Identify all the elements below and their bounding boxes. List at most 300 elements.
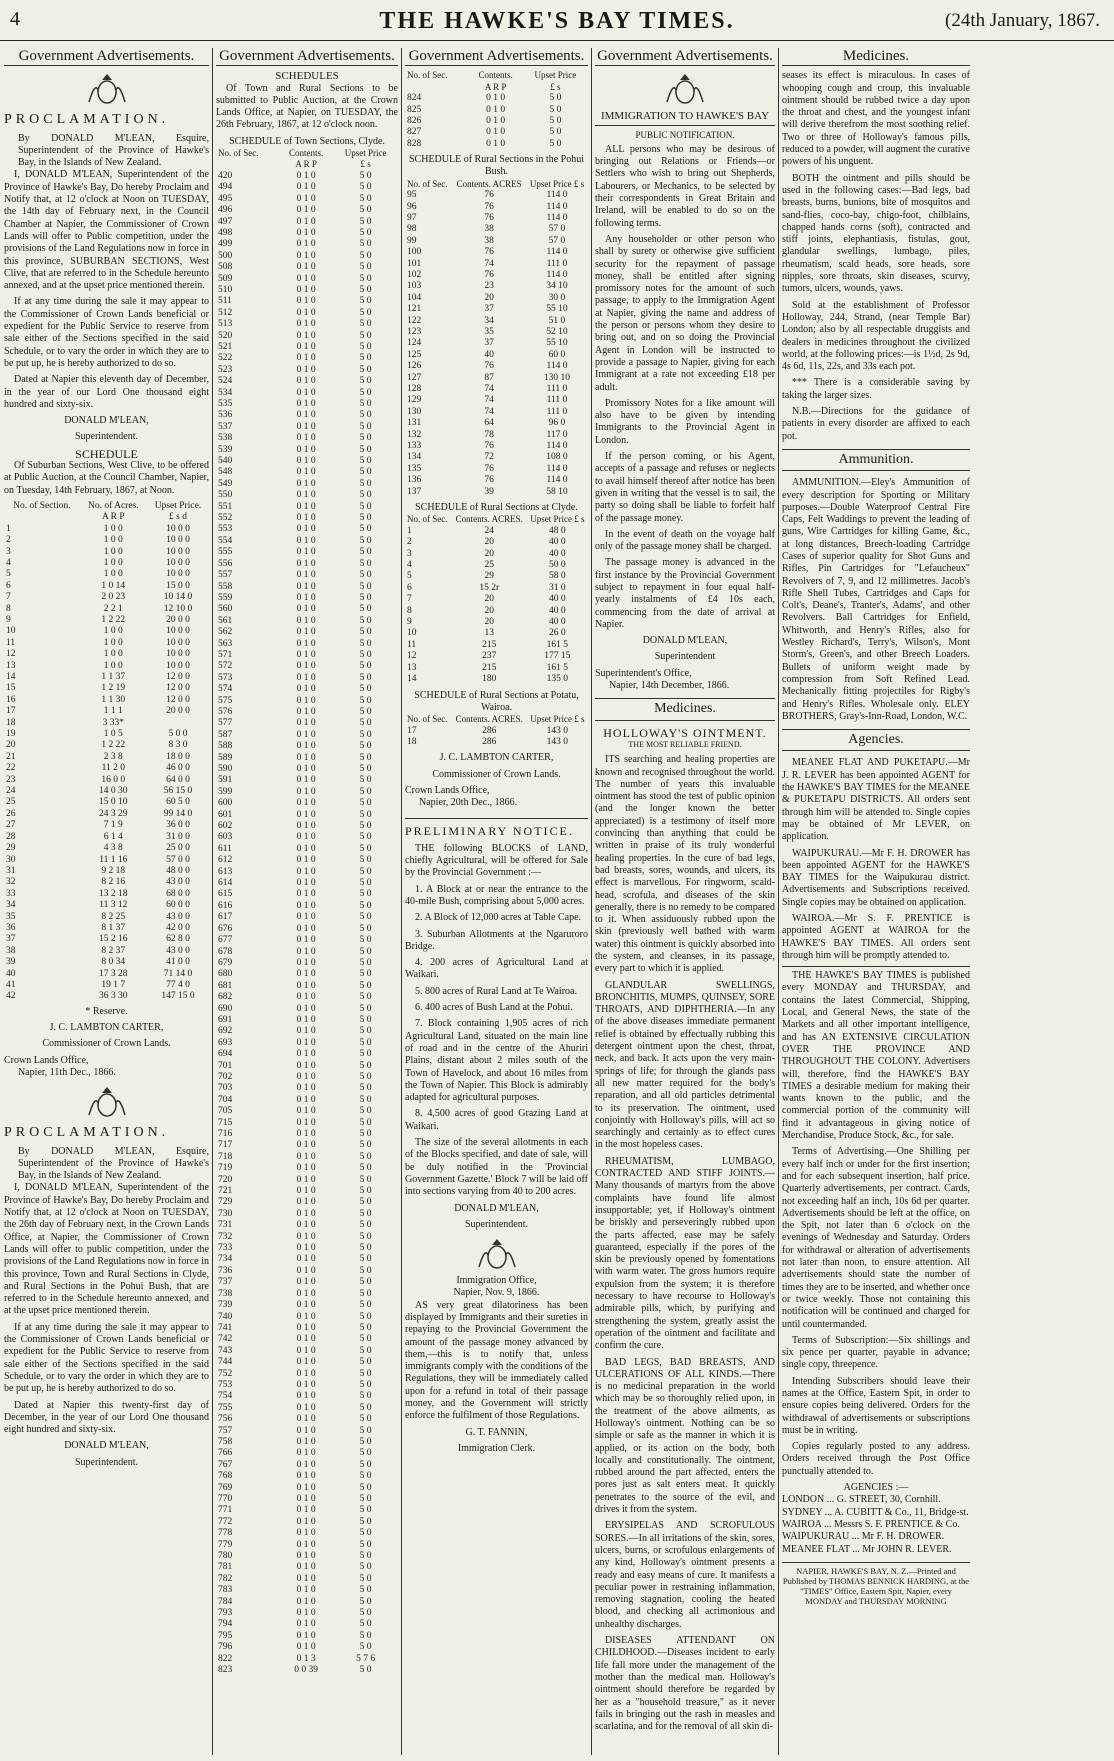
table-cell: 743 xyxy=(218,1345,233,1356)
table-cell: 729 xyxy=(218,1197,233,1208)
table-cell: 0 1 0 xyxy=(296,467,316,478)
table-cell: 540 xyxy=(218,456,233,467)
section-heading: Medicines. xyxy=(595,698,775,720)
table-row xyxy=(216,262,398,273)
table-row xyxy=(216,365,398,376)
intending-subscribers: Intending Subscribers should leave their names at the Office, Eastern Spit, in order to ensure copies being delivered. Orders for the withdrawal of advertisements or subscriptions must be in writing. xyxy=(782,1375,970,1436)
table-cell: 99 xyxy=(407,235,417,246)
section-heading: Ammunition. xyxy=(782,449,970,471)
table-cell: 18 xyxy=(6,717,16,728)
table-cell: 114 0 xyxy=(546,247,568,258)
table-cell: 95 xyxy=(407,190,417,201)
table-row xyxy=(4,763,209,774)
table-cell: 704 xyxy=(218,1094,233,1105)
column-3 xyxy=(405,48,588,1755)
table-row xyxy=(405,487,588,498)
table-row xyxy=(216,285,398,296)
table-cell: 0 1 0 xyxy=(296,250,316,261)
table-cell: 1 2 22 xyxy=(101,740,126,751)
table-row xyxy=(216,1334,398,1345)
table-cell: 5 0 xyxy=(359,558,372,569)
issue-date: (24th January, 1867. xyxy=(945,10,1100,31)
table-cell: 5 0 xyxy=(549,138,562,149)
table-cell: 5 0 xyxy=(359,980,372,991)
table-cell: 20 xyxy=(484,605,495,616)
table-cell: 731 xyxy=(218,1220,233,1231)
table-cell: 5 0 xyxy=(359,296,372,307)
table-row xyxy=(216,1380,398,1391)
office-place: Crown Lands Office, xyxy=(405,784,490,796)
table-cell: 5 0 xyxy=(359,1060,372,1071)
table-row xyxy=(216,1540,398,1551)
table-row xyxy=(216,627,398,638)
table-row xyxy=(405,583,588,594)
table-cell: 23 xyxy=(484,281,494,292)
royal-crest-icon xyxy=(85,72,129,106)
table-row xyxy=(405,270,588,281)
table-cell: 587 xyxy=(218,729,233,740)
table-cell: 34 xyxy=(484,315,494,326)
table-cell: 0 1 0 xyxy=(296,193,316,204)
table-cell: 5 0 xyxy=(359,319,372,330)
town-sections-continued-table xyxy=(405,70,588,150)
table-cell: 5 0 xyxy=(359,752,372,763)
table-cell: 20 0 0 xyxy=(166,614,190,625)
table-row xyxy=(216,1312,398,1323)
table-cell: 58 10 xyxy=(546,486,568,497)
table-cell: 31 0 0 xyxy=(166,831,190,842)
table-row xyxy=(216,547,398,558)
table-cell: 24 3 29 xyxy=(99,808,128,819)
table-cell: 0 1 0 xyxy=(296,1060,316,1071)
table-cell: 1 1 37 xyxy=(101,672,126,682)
table-cell: 521 xyxy=(218,341,233,352)
table-cell: 5 0 xyxy=(359,1186,372,1197)
table-cell: 0 1 0 xyxy=(296,878,316,889)
table-cell: 1 0 0 xyxy=(103,626,123,637)
table-cell: 0 1 0 xyxy=(296,1049,316,1060)
table-cell: 0 1 0 xyxy=(296,513,316,524)
table-cell: 690 xyxy=(218,1003,233,1014)
table-cell: 769 xyxy=(218,1482,233,1493)
table-row xyxy=(216,1175,398,1186)
table-row xyxy=(4,729,209,740)
table-cell: 0 1 0 xyxy=(296,1231,316,1242)
table-cell: 588 xyxy=(218,741,233,752)
table-cell: 5 0 xyxy=(549,115,562,126)
table-cell: 770 xyxy=(218,1494,233,1505)
list-item: 7. Block containing 1,905 acres of rich Agricultural Land, situated on the main line of road and in the centre of the Ahuriri Plains, distant about 2 miles south of the Town of Havelock, and about 16 miles from the Town of Napier. This Block is admirably adapted for agricultural purposes. xyxy=(405,1018,588,1104)
immigration-paragraph: Promissory Notes for a like amount will also have to be given by intending Immigrants to the Provincial Agent in London. xyxy=(595,397,775,446)
table-cell: 5 0 xyxy=(359,592,372,603)
table-cell: 0 1 0 xyxy=(296,182,316,193)
table-row xyxy=(405,259,588,270)
table-cell: 25 xyxy=(6,797,16,808)
table-cell: 590 xyxy=(218,764,233,775)
table-cell: 114 0 xyxy=(546,269,568,280)
table-cell: 5 0 xyxy=(359,467,372,478)
table-cell: 5 0 xyxy=(359,900,372,911)
table-cell: 734 xyxy=(218,1254,233,1265)
header-cell: Contents. ACRES. xyxy=(455,714,523,725)
table-cell: 0 1 0 xyxy=(486,138,506,149)
table-cell: 0 1 0 xyxy=(296,775,316,786)
table-cell: 523 xyxy=(218,364,233,375)
office-place: Immigration Office, xyxy=(456,1275,537,1287)
preliminary-notice-title: PRELIMINARY NOTICE. xyxy=(405,818,588,837)
table-row xyxy=(405,606,588,617)
table-cell: 719 xyxy=(218,1163,233,1174)
table-cell: 0 1 0 xyxy=(296,1573,316,1584)
table-cell: 20 xyxy=(484,292,494,303)
table-cell: 0 1 0 xyxy=(486,115,506,126)
table-cell: 548 xyxy=(218,467,233,478)
table-cell: 5 0 xyxy=(359,1117,372,1128)
table-cell: 0 1 0 xyxy=(296,957,316,968)
table-cell: 0 1 0 xyxy=(296,1459,316,1470)
table-cell: 0 1 0 xyxy=(296,1516,316,1527)
table-cell: 5 0 xyxy=(359,809,372,820)
table-cell: 5 0 xyxy=(359,1471,372,1482)
table-cell: 111 0 xyxy=(546,258,568,269)
table-row xyxy=(216,901,398,912)
table-cell: 1 0 0 xyxy=(103,523,123,534)
table-cell: 74 xyxy=(484,406,494,417)
table-cell: 5 0 xyxy=(359,399,372,410)
table-cell: 17 3 28 xyxy=(99,968,128,979)
table-cell: 102 xyxy=(407,269,422,280)
holloway-paragraph: DISEASES ATTENDANT ON CHILDHOOD.—Diseases incident to early life fall more under the management of the mother than the medical man. Holloway's ointment should therefore be regarded by her as a "household treasure," as it never fails in bringing out the rash in measles and scarlatina, and for the removal of all skin di- xyxy=(595,1635,775,1733)
table-row xyxy=(4,957,209,968)
table-cell: 0 1 0 xyxy=(486,93,506,104)
table-row xyxy=(405,247,588,258)
table-cell: 0 1 0 xyxy=(296,661,316,672)
table-row xyxy=(216,935,398,946)
potatu-table xyxy=(405,714,588,748)
table-cell: 0 1 0 xyxy=(296,524,316,535)
signature: G. T. FANNIN, xyxy=(465,1426,528,1438)
table-cell: 771 xyxy=(218,1505,233,1516)
table-cell: 130 xyxy=(407,406,422,417)
table-cell: 5 0 xyxy=(359,1573,372,1584)
subheader-cell: £ s d xyxy=(168,512,187,523)
table-cell: 5 0 xyxy=(359,1208,372,1219)
table-cell: 128 xyxy=(407,384,422,395)
proclamation-body: I, DONALD M'LEAN, Superintendent of the Province of Hawke's Bay, Do hereby Proclaim and Notify that, at 12 o'clock at Noon on TUESDAY, the 26th day of February next, in the Crown Lands Office, at Napier, the Commissioner of Crown Lands will offer to public competition, under the provisions of the Land Regulations now in force in this province, Town and Rural Sections in Clyde, and Rural Sections in the Pohui Bush, that are referred to in the Schedule hereunto annexed, and at the upset price mentioned therein. xyxy=(4,1182,209,1317)
table-cell: 5 0 xyxy=(359,273,372,284)
table-cell: 738 xyxy=(218,1288,233,1299)
table-row xyxy=(216,1095,398,1106)
table-cell: 779 xyxy=(218,1539,233,1550)
table-cell: 1 0 0 xyxy=(103,649,123,660)
table-cell: 6 xyxy=(407,582,412,593)
table-row xyxy=(216,1004,398,1015)
table-cell: 8 2 37 xyxy=(101,945,126,956)
table-cell: 76 xyxy=(484,269,494,280)
table-cell: 553 xyxy=(218,524,233,535)
proclamation-body: I, DONALD M'LEAN, Superintendent of the Province of Hawke's Bay, Do hereby Proclaim and Notify that, at 12 o'clock at Noon on TUESDAY, the 14th day of February next, in the Council Chamber at Napier, the Commissioner of Crown Lands will offer to Public competition, under the provisions of the Land Regulations now in force in this province, SUBURBAN SECTIONS, West Clive, that are referred to in the Schedule hereunto annexed, and at the upset price mentioned therein. xyxy=(4,169,209,292)
table-cell: 0 1 0 xyxy=(296,889,316,900)
table-cell: 563 xyxy=(218,638,233,649)
table-cell: 679 xyxy=(218,957,233,968)
table-cell: 5 0 xyxy=(359,524,372,535)
office-date: Napier, 14th December, 1866. xyxy=(609,680,730,692)
table-cell: 5 0 xyxy=(359,969,372,980)
table-cell: 742 xyxy=(218,1334,233,1345)
table-cell: 1 0 14 xyxy=(101,580,126,591)
table-cell: 5 0 xyxy=(359,923,372,934)
table-cell: 56 15 0 xyxy=(163,786,193,797)
table-row xyxy=(4,946,209,957)
table-cell: 76 xyxy=(484,441,494,452)
table-cell: 753 xyxy=(218,1379,233,1390)
header-cell: Upset Price. xyxy=(154,500,202,511)
signature-office: Commissioner of Crown Lands. xyxy=(432,768,561,780)
table-row xyxy=(216,969,398,980)
preliminary-intro: THE following BLOCKS of LAND, chiefly Agricultural, will be offered for Sale by the Provincial Government :— xyxy=(405,842,588,879)
table-row xyxy=(216,924,398,935)
table-cell: 15 2r xyxy=(479,582,500,593)
table-row xyxy=(216,1403,398,1414)
table-cell: 55 10 xyxy=(546,304,568,315)
table-row xyxy=(4,718,209,729)
table-cell: 62 8 0 xyxy=(166,934,190,945)
table-cell: 36 3 30 xyxy=(99,991,128,1002)
table-cell: 0 1 0 xyxy=(296,718,316,729)
table-row xyxy=(216,1608,398,1619)
table-cell: 10 0 0 xyxy=(166,535,190,546)
table-cell: 13 xyxy=(407,662,417,673)
table-cell: 616 xyxy=(218,900,233,911)
table-cell: 5 0 xyxy=(359,1596,372,1607)
table-cell: 5 0 xyxy=(359,1003,372,1014)
table-row xyxy=(216,353,398,364)
masthead-rule xyxy=(0,40,1114,41)
table-cell: 117 0 xyxy=(546,429,568,440)
column-1 xyxy=(4,48,209,1755)
table-cell: 524 xyxy=(218,376,233,387)
office-place: Superintendent's Office, xyxy=(595,667,692,679)
table-cell: 613 xyxy=(218,866,233,877)
suburban-schedule-table xyxy=(4,501,209,1003)
preliminary-outro: The size of the several allotments in each of the Blocks specified, and date of sale, will be duly notified in the 'Provincial Government Gazette.' Block 7 will be laid off into sections varying from 40 to 200 acres. xyxy=(405,1137,588,1198)
table-cell: 0 1 0 xyxy=(296,935,316,946)
table-cell: 5 0 xyxy=(359,684,372,695)
subheader-cell: £ s xyxy=(360,159,371,170)
office-place: Crown Lands Office, xyxy=(4,1054,89,1066)
table-cell: 0 1 0 xyxy=(296,809,316,820)
table-cell: 1 0 0 xyxy=(103,569,123,580)
header-cell: No. of Sec. xyxy=(407,714,448,725)
table-cell: 8 xyxy=(6,603,11,614)
table-cell: 752 xyxy=(218,1368,233,1379)
table-cell: 0 1 0 xyxy=(296,1425,316,1436)
table-row xyxy=(216,388,398,399)
immigration-title: IMMIGRATION TO HAWKE'S BAY xyxy=(595,110,775,125)
table-cell: 3 xyxy=(407,548,412,559)
table-cell: 5 0 xyxy=(359,513,372,524)
subheader-cell: £ s xyxy=(550,81,561,92)
table-row xyxy=(4,809,209,820)
header-cell: Contents. ACRES. xyxy=(455,514,523,525)
table-row xyxy=(405,281,588,292)
immigration-paragraph: ALL persons who may be desirous of bringing out Relations or Friends—or Settlers who wish to bring out Shepherds, Labourers, or Mechanics, to be selected by their correspondents in Great Britain and Ireland, will be enabled to do so on the following terms. xyxy=(595,143,775,229)
table-row xyxy=(216,810,398,821)
table-cell: 778 xyxy=(218,1528,233,1539)
table-cell: 678 xyxy=(218,946,233,957)
table-row xyxy=(216,855,398,866)
table-cell: 0 0 39 xyxy=(294,1665,318,1676)
table-cell: 5 0 xyxy=(359,307,372,318)
table-cell: 68 0 0 xyxy=(166,888,190,899)
table-cell: 0 1 0 xyxy=(296,1140,316,1151)
table-cell: 9 xyxy=(407,617,412,628)
table-cell: 5 0 xyxy=(359,1163,372,1174)
table-cell: 74 xyxy=(484,384,494,395)
immigration-subtitle: PUBLIC NOTIFICATION. xyxy=(635,129,735,140)
table-row xyxy=(216,490,398,501)
table-cell: 48 0 xyxy=(549,525,566,536)
table-cell: 12 0 0 xyxy=(166,672,190,682)
table-cell: 0 1 0 xyxy=(296,1322,316,1333)
table-cell: 5 0 xyxy=(359,1665,372,1676)
table-cell: 98 xyxy=(407,224,417,235)
table-cell: 58 0 xyxy=(549,571,566,582)
table-cell: 5 0 xyxy=(359,741,372,752)
table-cell: 0 1 0 xyxy=(296,741,316,752)
table-cell: 0 1 0 xyxy=(296,1265,316,1276)
table-cell: 5 0 xyxy=(359,570,372,581)
header-cell: No. of Sec. xyxy=(218,148,259,159)
table-cell: 5 0 xyxy=(359,444,372,455)
table-cell: 768 xyxy=(218,1471,233,1482)
table-cell: 795 xyxy=(218,1630,233,1641)
table-cell: 8 1 37 xyxy=(101,922,126,933)
schedules-intro: Of Town and Rural Sections to be submitted to Public Auction, at the Crown Lands Office, at Napier, on TUESDAY, the 26th February, 1867, at 12 o'clock noon. xyxy=(216,82,398,131)
table-cell: 2 xyxy=(407,537,412,548)
table-cell: 20 xyxy=(484,548,495,559)
table-cell: 8 0 34 xyxy=(101,957,126,968)
table-cell: 5 0 xyxy=(359,1037,372,1048)
table-cell: 701 xyxy=(218,1060,233,1071)
table-cell: 0 1 0 xyxy=(296,1345,316,1356)
table-cell: 5 0 xyxy=(359,1277,372,1288)
table-cell: 20 xyxy=(484,537,495,548)
table-row xyxy=(216,536,398,547)
table-row xyxy=(405,594,588,605)
table-cell: 744 xyxy=(218,1357,233,1368)
table-cell: 5 0 xyxy=(359,649,372,660)
table-cell: 16 xyxy=(6,694,16,705)
table-row xyxy=(216,1642,398,1653)
table-row xyxy=(216,616,398,627)
table-row xyxy=(216,467,398,478)
table-cell: 0 1 0 xyxy=(296,992,316,1003)
table-cell: 603 xyxy=(218,832,233,843)
table-row xyxy=(216,251,398,262)
table-cell: 591 xyxy=(218,775,233,786)
table-row xyxy=(216,456,398,467)
table-cell: 64 xyxy=(484,418,494,429)
table-cell: 5 0 xyxy=(359,1151,372,1162)
table-cell: 18 0 0 xyxy=(166,751,190,762)
table-cell: 35 xyxy=(6,911,16,922)
table-row xyxy=(216,296,398,307)
table-cell: 0 1 0 xyxy=(296,706,316,717)
table-cell: 681 xyxy=(218,980,233,991)
schedule-rows xyxy=(216,171,398,1677)
table-cell: 15 0 0 xyxy=(166,580,190,591)
table-cell: 0 1 0 xyxy=(296,284,316,295)
table-row xyxy=(216,1254,398,1265)
table-cell: 6 1 4 xyxy=(103,831,123,842)
table-cell: 5 0 xyxy=(359,1539,372,1550)
table-cell: 5 0 xyxy=(359,957,372,968)
table-cell: 40 0 xyxy=(549,605,566,616)
table-cell: 0 1 0 xyxy=(296,866,316,877)
table-cell: 14 0 30 xyxy=(99,786,128,797)
royal-crest-icon xyxy=(663,72,707,106)
town-sections-table xyxy=(216,148,398,1676)
table-row xyxy=(216,730,398,741)
column-divider xyxy=(212,48,213,1755)
table-row xyxy=(216,422,398,433)
table-cell: 5 0 xyxy=(359,775,372,786)
table-row xyxy=(4,592,209,603)
table-row xyxy=(216,832,398,843)
table-cell: 0 1 0 xyxy=(296,262,316,273)
table-cell: 9 2 18 xyxy=(101,865,126,876)
table-cell: 0 1 0 xyxy=(296,695,316,706)
table-cell: 99 14 0 xyxy=(163,808,193,819)
table-cell: 0 1 0 xyxy=(296,433,316,444)
holloway-paragraph: BAD LEGS, BAD BREASTS, AND ULCERATIONS OF ALL KINDS.—There is no medicinal preparation in the world which may be so thoroughly relied upon, in the treatment of the above ailments, as Holloway's ointment. Nothing can be so simple or safe as the manner in which it is applied, or its action on the body, both locally and constitutionally. The ointment, rubbed around the part affected, enters the pores just as salt enters meat. It quickly penetrates to the source of the evil, and drives it from the system. xyxy=(595,1356,775,1516)
table-cell: 5 0 xyxy=(359,1322,372,1333)
table-row xyxy=(216,433,398,444)
table-row xyxy=(216,1517,398,1528)
copies-posted: Copies regularly posted to any address. Orders received through the Post Office punctually attended to. xyxy=(782,1441,970,1477)
table-cell: 5 0 xyxy=(359,661,372,672)
table-row xyxy=(216,239,398,250)
table-cell: 0 1 0 xyxy=(296,570,316,581)
table-cell: 1 0 0 xyxy=(103,637,123,648)
table-row xyxy=(405,316,588,327)
table-cell: 137 xyxy=(407,486,422,497)
table-row xyxy=(405,236,588,247)
table-row xyxy=(405,224,588,235)
column-heading: Medicines. xyxy=(782,48,970,66)
table-cell: 5 0 xyxy=(359,855,372,866)
header-cell: No. of Sec. xyxy=(407,178,448,189)
table-cell: 14 xyxy=(407,674,417,685)
table-cell: 0 1 0 xyxy=(296,239,316,250)
table-cell: 5 0 xyxy=(359,1516,372,1527)
table-cell: 132 xyxy=(407,429,422,440)
table-cell: 0 1 0 xyxy=(296,501,316,512)
table-row xyxy=(216,1369,398,1380)
table-cell: 38 xyxy=(6,945,16,956)
table-cell: 500 xyxy=(218,250,233,261)
table-row xyxy=(216,1118,398,1129)
table-cell: 754 xyxy=(218,1391,233,1402)
table-cell: 34 10 xyxy=(546,281,568,292)
table-cell: 100 xyxy=(407,247,422,258)
table-cell: 694 xyxy=(218,1049,233,1060)
table-cell: 0 1 0 xyxy=(296,649,316,660)
table-cell: 5 0 xyxy=(359,1528,372,1539)
table-cell: 76 xyxy=(484,247,494,258)
table-cell: 35 xyxy=(484,327,494,338)
